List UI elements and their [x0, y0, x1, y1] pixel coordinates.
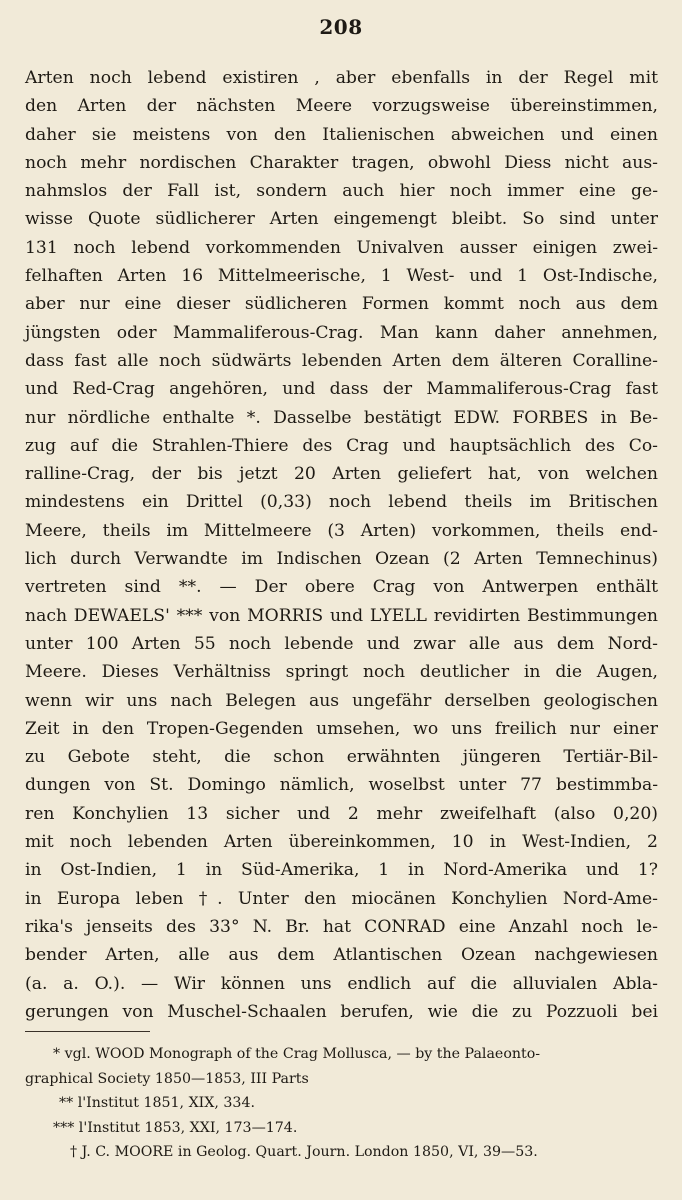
text-line: felhaften Arten 16 Mittelmeerische, 1 West- und 1 Ost-Indische,: [25, 266, 658, 287]
text-line: gerungen von Muschel-Schaalen berufen, wie die zu Pozzuoli bei: [25, 1001, 658, 1022]
text-line: nach DEWAELS' *** von MORRIS und LYELL revidirten Bestimmungen: [25, 605, 658, 626]
text-line: ren Konchylien 13 sicher und 2 mehr zweifelhaft (also 0,20): [25, 803, 658, 824]
footnote-line: *** l'Institut 1853, XXI, 173—174.: [53, 1119, 298, 1136]
text-line: noch mehr nordischen Charakter tragen, obwohl Diess nicht aus-: [25, 152, 658, 173]
text-line: und Red-Crag angehören, und dass der Mammaliferous-Crag fast: [25, 379, 658, 400]
text-line: dass fast alle noch südwärts lebenden Arten dem älteren Coralline-: [25, 350, 658, 371]
text-line: lich durch Verwandte im Indischen Ozean (2 Arten Temnechinus): [25, 549, 658, 570]
footnote-line: * vgl. WOOD Monograph of the Crag Mollusca, — by the Palaeonto-: [53, 1046, 541, 1062]
text-line: mit noch lebenden Arten übereinkommen, 10 in West-Indien, 2: [25, 832, 658, 853]
text-line: dungen von St. Domingo nämlich, woselbst unter 77 bestimmba-: [25, 775, 658, 796]
text-line: nahmslos der Fall ist, sondern auch hier noch immer eine ge-: [25, 181, 658, 202]
text-line: nur nördliche enthalte *. Dasselbe bestätigt EDW. FORBES in Be-: [25, 407, 658, 428]
footnote-line: graphical Society 1850—1853, III Parts: [25, 1070, 309, 1087]
text-line: wenn wir uns nach Belegen aus ungefähr derselben geologischen: [25, 690, 658, 711]
footnote-line: ** l'Institut 1851, XIX, 334.: [59, 1095, 255, 1111]
text-line: (a. a. O.). — Wir können uns endlich auf die alluvialen Abla-: [25, 973, 658, 994]
text-line: unter 100 Arten 55 noch lebende und zwar alle aus dem Nord-: [25, 633, 658, 654]
text-line: zug auf die Strahlen-Thiere des Crag und hauptsächlich des Co-: [25, 435, 658, 456]
text-line: Meere, theils im Mittelmeere (3 Arten) vorkommen, theils end-: [25, 520, 658, 541]
text-line: Meere. Dieses Verhältniss springt noch deutlicher in die Augen,: [25, 662, 658, 683]
text-line: vertreten sind **. — Der obere Crag von Antwerpen enthält: [25, 577, 658, 598]
text-line: in Ost-Indien, 1 in Süd-Amerika, 1 in Nord-Amerika und 1?: [25, 860, 658, 881]
footnote-line: † J. C. MOORE in Geolog. Quart. Journ. London 1850, VI, 39—53.: [70, 1144, 538, 1160]
text-line: ralline-Crag, der bis jetzt 20 Arten geliefert hat, von welchen: [25, 464, 658, 485]
text-line: Zeit in den Tropen-Gegenden umsehen, wo uns freilich nur einer: [25, 718, 658, 739]
text-line: bender Arten, alle aus dem Atlantischen Ozean nachgewiesen: [25, 945, 658, 966]
text-line: rika's jenseits des 33° N. Br. hat CONRAD eine Anzahl noch le-: [25, 916, 658, 937]
footnotes: [25, 1042, 658, 1165]
text-line: daher sie meistens von den Italienischen abweichen und einen: [25, 124, 658, 145]
body-text: [25, 64, 658, 1026]
text-line: in Europa leben †. Unter den miocänen Konchylien Nord-Ame-: [25, 888, 658, 909]
text-line: wisse Quote südlicherer Arten eingemengt bleibt. So sind unter: [25, 209, 658, 230]
footnote-separator: [25, 1031, 150, 1032]
text-line: den Arten der nächsten Meere vorzugsweise übereinstimmen,: [25, 96, 658, 117]
page-number: 208: [319, 15, 363, 39]
text-line: jüngsten oder Mammaliferous-Crag. Man kann daher annehmen,: [25, 322, 658, 343]
text-line: 131 noch lebend vorkommenden Univalven ausser einigen zwei-: [25, 237, 658, 258]
text-line: mindestens ein Drittel (0,33) noch lebend theils im Britischen: [25, 492, 658, 513]
text-line: zu Gebote steht, die schon erwähnten jüngeren Tertiär-Bil-: [25, 747, 658, 768]
text-line: Arten noch lebend existiren , aber ebenfalls in der Regel mit: [25, 68, 658, 88]
text-line: aber nur eine dieser südlicheren Formen kommt noch aus dem: [25, 294, 658, 315]
